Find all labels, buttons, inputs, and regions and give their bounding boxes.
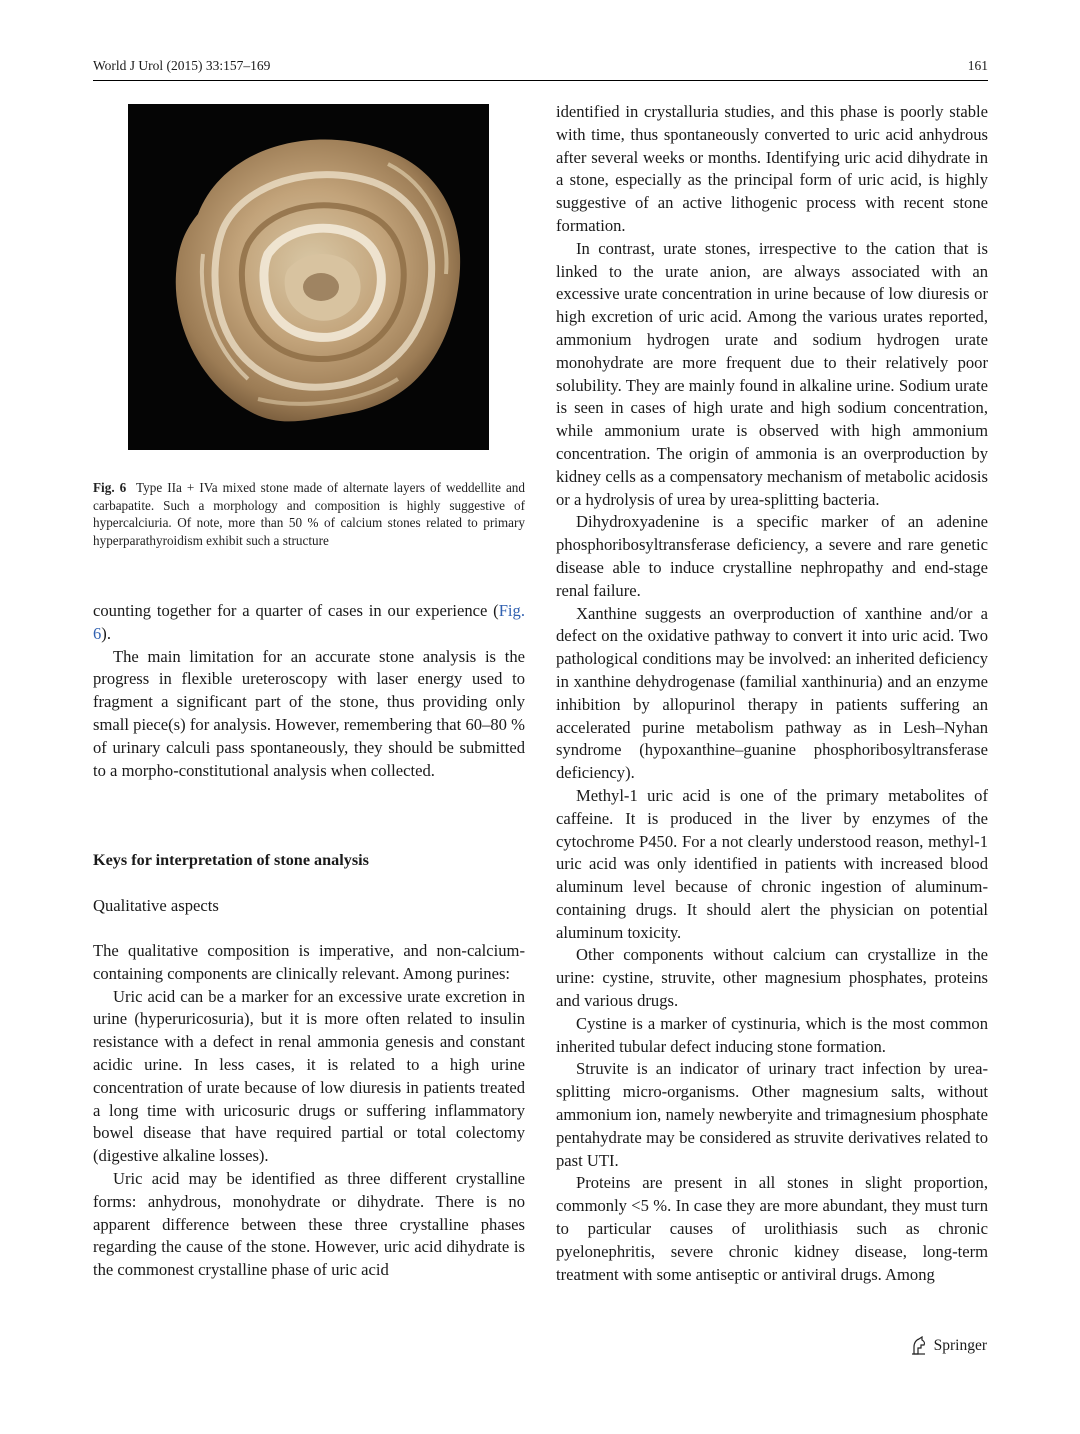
page-number: 161 [967, 58, 988, 73]
paragraph-methyl: Methyl-1 uric acid is one of the primary metabolites of caffeine. It is produced in the liver by enzymes of the cytochrome P450. For a not clearly understood reason, methyl-1 uric acid was only identified in patients with increased blood aluminum level because of chronic ingestion of aluminum-containing drugs. It should alert the physician on potential aluminum toxicity. [556, 785, 988, 942]
figure-label: Fig. 6 [93, 480, 127, 495]
paragraph-uric-marker: Uric acid can be a marker for an excessive urate excretion in urine (hyperuricosuria), but it is more often related to insulin resistance with a defect in renal ammonia genesis and constant acidic urine. In less cases, it is related to a high urine concentration of urate because of low diuresis in patients treated a long time with uricosuric drugs or suffering inflammatory bowel disease that have required partial or total colectomy (digestive alkaline losses). [93, 986, 525, 1166]
paragraph-dihydrate: identified in crystalluria studies, and this phase is poorly stable with time, thus spontaneously converted to uric acid anhydrous after several weeks or months. Identifying uric acid dihydrate in a stone, especially as the principal form of uric acid, is highly suggestive of an active lithogenic process with recent stone formation. [556, 102, 988, 235]
continuation-end: ). [101, 623, 111, 643]
stone-photograph [128, 104, 489, 450]
paragraph-qualitative: The qualitative composition is imperative, and non-calcium-containing components are clinically relevant. Among purines: [93, 941, 525, 983]
subsection-heading: Qualitative aspects [93, 896, 219, 915]
publisher-logo [910, 1335, 987, 1357]
header-rule [93, 80, 988, 81]
springer-horse-icon [910, 1336, 928, 1356]
figure-6-link[interactable]: Fig. 6 [93, 601, 525, 643]
paragraph-xanthine: Xanthine suggests an overproduction of xanthine and/or a defect on the oxidative pathway to convert it into uric acid. Two pathological conditions may be involved: an inherited deficiency in xanthine dehydrogenase (familial xanthinuria) and an enzyme inhibition by allopurinol therapy in patients suffering an accelerated purine metabolism pathway as in Lesh–Nyhan syndrome (hypoxanthine–guanine phosphoribosyltransferase deficiency). [556, 603, 988, 783]
paragraph-cystine: Cystine is a marker of cystinuria, which is the most common inherited tubular defect inducing stone formation. [556, 1013, 988, 1056]
publisher-name: Springer [933, 1337, 987, 1354]
paragraph-proteins: Proteins are present in all stones in slight proportion, commonly <5 %. In case they are more abundant, they must turn to particular causes of urolithiasis such as chronic pyelonephritis, severe chronic kidney disease, long-term treatment with some antiseptic or antiviral drugs. Among [556, 1173, 988, 1284]
paragraph-urate: In contrast, urate stones, irrespective to the cation that is linked to the urate anion, are always associated with an excessive urate concentration in urine because of low diuresis or high excretion of uric acid. Among the various urates reported, ammonium hydrogen urate and sodium hydrogen urate monohydrate are more frequent due to their relatively poor solubility. They are mainly found in alkaline urine. Sodium urate is seen in cases of high urate and high sodium concentration, while ammonium urate is observed with high ammonium concentration. The origin of ammonia is an overproduction by kidney cells as a compensatory mechanism of metabolic acidosis or a hydrolysis of urea by urea-splitting bacteria. [556, 238, 988, 509]
paragraph-limitation: The main limitation for an accurate stone analysis is the progress in flexible ureteroscopy with laser energy used to fragment a significant part of the stone, thus providing only small piece(s) for analysis. However, remembering that 60–80 % of urinary calculi pass spontaneously, they should be submitted to a morpho-constitutional analysis when collected. [93, 646, 525, 780]
running-head [93, 58, 988, 78]
figure-caption-text: Type IIa + IVa mixed stone made of alternate layers of weddellite and carbapatite. Such a morphology and composition is highly suggestive of hypercalciuria. Of note, more than 50 % of calcium stones related to primary hyperparathyroidism exhibit such a structure [93, 480, 525, 548]
paragraph-other-components: Other components without calcium can crystallize in the urine: cystine, struvite, other magnesium phosphates, proteins and various drugs. [556, 945, 988, 1011]
right-column [556, 101, 988, 1286]
paragraph-uric-forms: Uric acid may be identified as three different crystalline forms: anhydrous, monohydrate or dihydrate. There is no apparent difference between these three crystalline phases regarding the cause of the stone. However, uric acid dihydrate is the commonest crystalline phase of uric acid [93, 1168, 525, 1280]
paragraph-continuation [93, 600, 525, 646]
left-column-upper [93, 600, 525, 782]
left-column-lower [93, 940, 525, 1282]
continuation-text: counting together for a quarter of cases in our experience ( [93, 601, 499, 620]
paragraph-struvite: Struvite is an indicator of urinary tract infection by urea-splitting micro-organisms. Other magnesium salts, without ammonium ion, namely newberyite and trimagnesium phosphate pentahydrate may be considered as struvite derivatives related to past UTI. [556, 1059, 988, 1170]
figure-caption [93, 479, 525, 549]
journal-citation: World J Urol (2015) 33:157–169 [93, 58, 271, 73]
paragraph-dihydroxyadenine: Dihydroxyadenine is a specific marker of an adenine phosphoribosyltransferase deficiency, a severe and rare genetic disease able to induce crystalline nephropathy and end-stage renal failure. [556, 512, 988, 600]
section-heading: Keys for interpretation of stone analysis [93, 851, 369, 869]
